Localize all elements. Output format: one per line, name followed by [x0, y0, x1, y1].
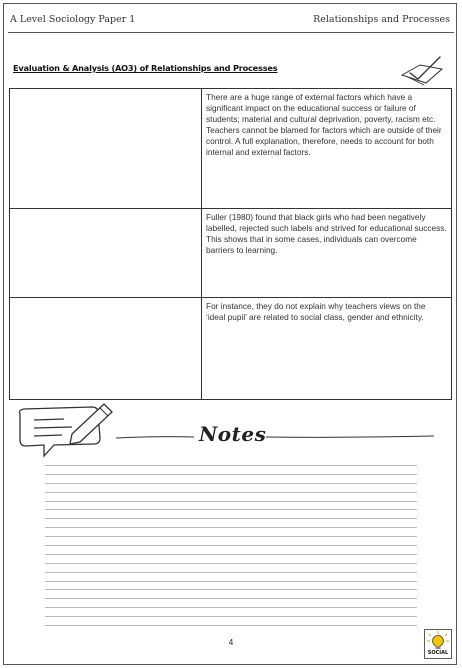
- notes-writing-area[interactable]: [45, 465, 417, 634]
- evaluation-explanation-cell: For instance, they do not explain why teachers views on the ‘ideal pupil’ are related to social class, gender and ethnicity.: [202, 298, 452, 400]
- evaluation-table: [9, 88, 452, 400]
- notes-line: [45, 527, 417, 528]
- notes-line: [45, 465, 417, 466]
- tick-box-icon: [398, 55, 448, 87]
- notes-line: [45, 474, 417, 475]
- notes-line: [45, 545, 417, 546]
- notes-line: [45, 518, 417, 519]
- notes-line: [45, 509, 417, 510]
- table-row: [10, 209, 452, 298]
- notes-line: [45, 572, 417, 573]
- evaluation-point-cell[interactable]: [10, 89, 202, 209]
- notes-line: [45, 492, 417, 493]
- notes-line: [45, 598, 417, 599]
- notes-line: [45, 589, 417, 590]
- evaluation-point-cell[interactable]: [10, 298, 202, 400]
- header-divider: [8, 32, 454, 33]
- notes-title: Notes: [199, 422, 267, 446]
- page-number: 4: [228, 638, 234, 647]
- header-topic-title: Relationships and Processes: [313, 14, 450, 25]
- notes-line: [45, 625, 417, 626]
- evaluation-explanation-cell: There are a huge range of external factors which have a significant impact on the educational success or failure of students; material and cultural deprivation, poverty, racism etc. Teachers cannot be blamed for factors which are outside of their control. A full explanation, therefore, needs to account for both internal and external factors.: [202, 89, 452, 209]
- notes-line: [45, 501, 417, 502]
- notes-line: [45, 607, 417, 608]
- evaluation-explanation-cell: Fuller (1980) found that black girls who had been negatively labelled, rejected such labels and strived for educational success. This shows that in some cases, individuals can overcome barriers to learning.: [202, 209, 452, 298]
- table-row: [10, 89, 452, 209]
- header-course-title: A Level Sociology Paper 1: [10, 14, 136, 25]
- table-row: [10, 298, 452, 400]
- logo-text: SOCIAL: [427, 650, 449, 656]
- notes-line: [45, 536, 417, 537]
- notes-line: [45, 563, 417, 564]
- evaluation-point-cell[interactable]: [10, 209, 202, 298]
- notes-line: [45, 616, 417, 617]
- notes-line: [45, 483, 417, 484]
- section-title: Evaluation & Analysis (AO3) of Relationships and Processes: [13, 63, 278, 73]
- notes-line: [45, 554, 417, 555]
- notes-line: [45, 581, 417, 582]
